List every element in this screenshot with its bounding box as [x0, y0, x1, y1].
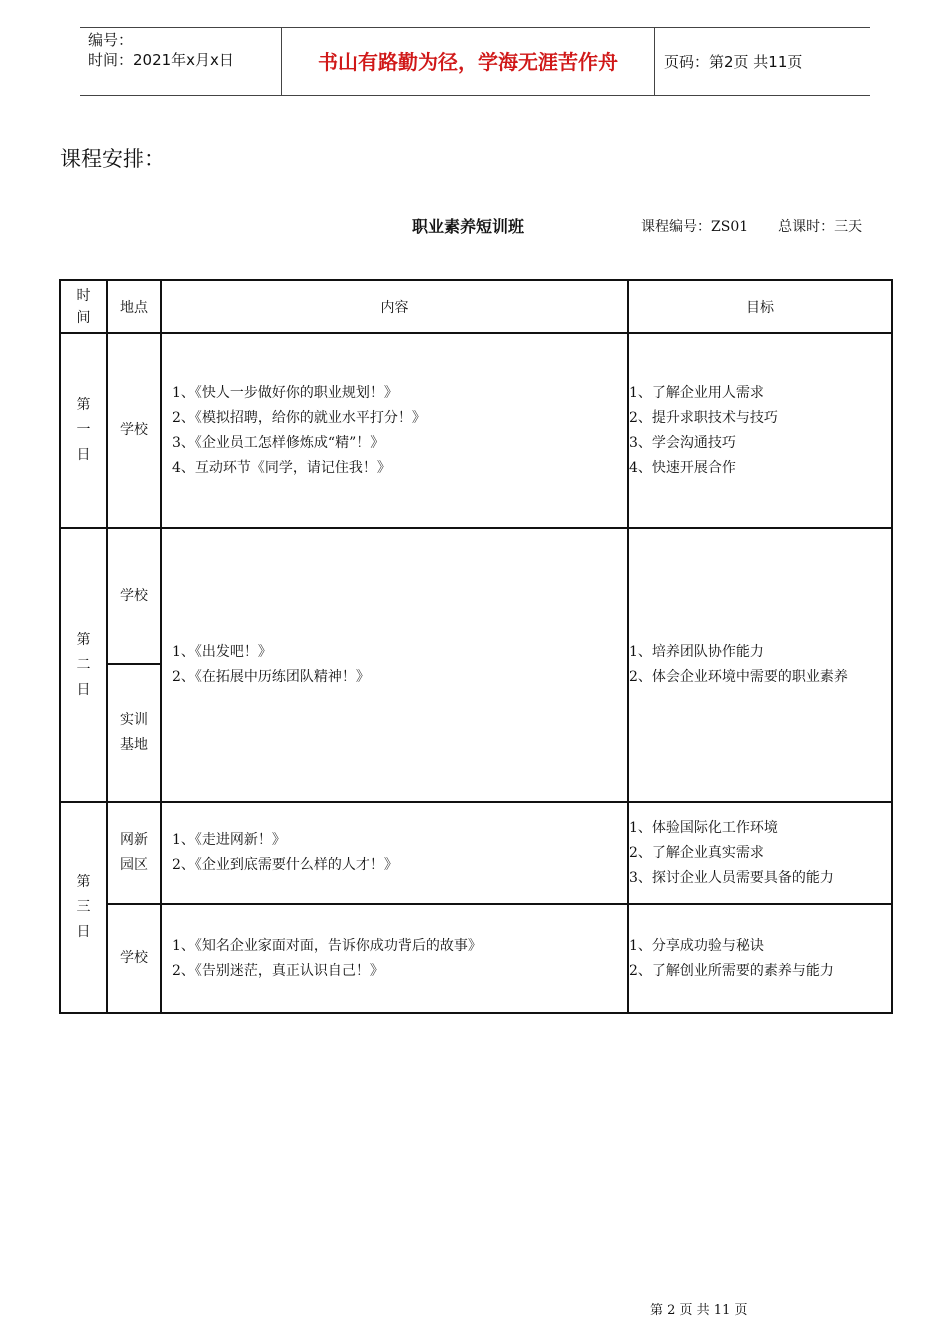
section-title: 课程安排：	[60, 147, 165, 171]
list-item: 3、探讨企业人员需要具备的能力	[629, 869, 834, 886]
list-item: 2、体会企业环境中需要的职业素养	[629, 669, 848, 685]
day3-content-a	[161, 802, 628, 904]
schedule-table	[59, 279, 893, 1014]
document-date-label: 时间：2021年x月x日	[88, 51, 234, 69]
header-goal: 目标	[628, 280, 892, 333]
table-row	[60, 802, 892, 904]
day1-label: 第一日	[60, 333, 107, 528]
day3-label: 第三日	[60, 802, 107, 1013]
day3-place-a: 网新园区	[107, 802, 161, 904]
list-item: 2、《在拓展中历练团队精神！》	[172, 669, 370, 685]
table-row	[60, 904, 892, 1013]
course-meta	[641, 216, 862, 236]
day2-place-b: 实训基地	[107, 664, 161, 802]
table-row	[60, 333, 892, 528]
header-motto: 书山有路勤为径，学海无涯苦作舟	[318, 50, 618, 74]
list-item: 2、提升求职技术与技巧	[629, 409, 778, 426]
list-item: 3、《企业员工怎样修炼成“精”！》	[172, 434, 385, 451]
list-item: 1、培养团队协作能力	[629, 644, 764, 660]
header-place: 地点	[107, 280, 161, 333]
list-item: 1、了解企业用人需求	[629, 384, 764, 401]
list-item: 1、《知名企业家面对面，告诉你成功背后的故事》	[172, 937, 482, 954]
header-content: 内容	[161, 280, 628, 333]
course-total-hours: 总课时：三天	[778, 219, 863, 235]
day3-goals-a	[628, 802, 892, 904]
list-item: 4、快速开展合作	[629, 459, 736, 476]
header-divider	[654, 27, 655, 95]
page-footer: 第 2 页 共 11 页	[650, 1303, 748, 1318]
day3-place-b: 学校	[107, 904, 161, 1013]
header-meta	[88, 30, 234, 70]
day2-label: 第二日	[60, 528, 107, 802]
header-bottom-rule	[80, 95, 870, 96]
table-header-row	[60, 280, 892, 333]
table-row	[60, 528, 892, 664]
header-time: 时间	[60, 280, 107, 333]
list-item: 2、了解企业真实需求	[629, 844, 764, 861]
list-item: 1、《快人一步做好你的职业规划！》	[172, 384, 398, 401]
list-item: 2、《模拟招聘，给你的就业水平打分！》	[172, 409, 426, 426]
day2-goals	[628, 528, 892, 802]
day2-content	[161, 528, 628, 802]
document-number-label: 编号：	[88, 31, 134, 49]
header-page-info: 页码：第2页 共11页	[664, 53, 803, 71]
day2-place-a: 学校	[107, 528, 161, 664]
list-item: 1、《出发吧！》	[172, 644, 272, 660]
list-item: 4、互动环节《同学，请记住我！》	[172, 459, 391, 476]
list-item: 2、《企业到底需要什么样的人才！》	[172, 857, 398, 873]
day1-place: 学校	[107, 333, 161, 528]
day3-content-b	[161, 904, 628, 1013]
list-item: 1、《走进网新！》	[172, 832, 286, 848]
day1-content	[161, 333, 628, 528]
day1-goals	[628, 333, 892, 528]
day3-goals-b	[628, 904, 892, 1013]
header-top-rule	[80, 27, 870, 28]
list-item: 1、分享成功验与秘诀	[629, 937, 764, 954]
list-item: 1、体验国际化工作环境	[629, 819, 778, 836]
list-item: 2、了解创业所需要的素养与能力	[629, 962, 834, 979]
course-code: 课程编号：ZS01	[641, 219, 749, 235]
list-item: 3、学会沟通技巧	[629, 434, 736, 451]
course-name: 职业素养短训班	[412, 217, 525, 236]
list-item: 2、《告别迷茫，真正认识自己！》	[172, 962, 384, 979]
